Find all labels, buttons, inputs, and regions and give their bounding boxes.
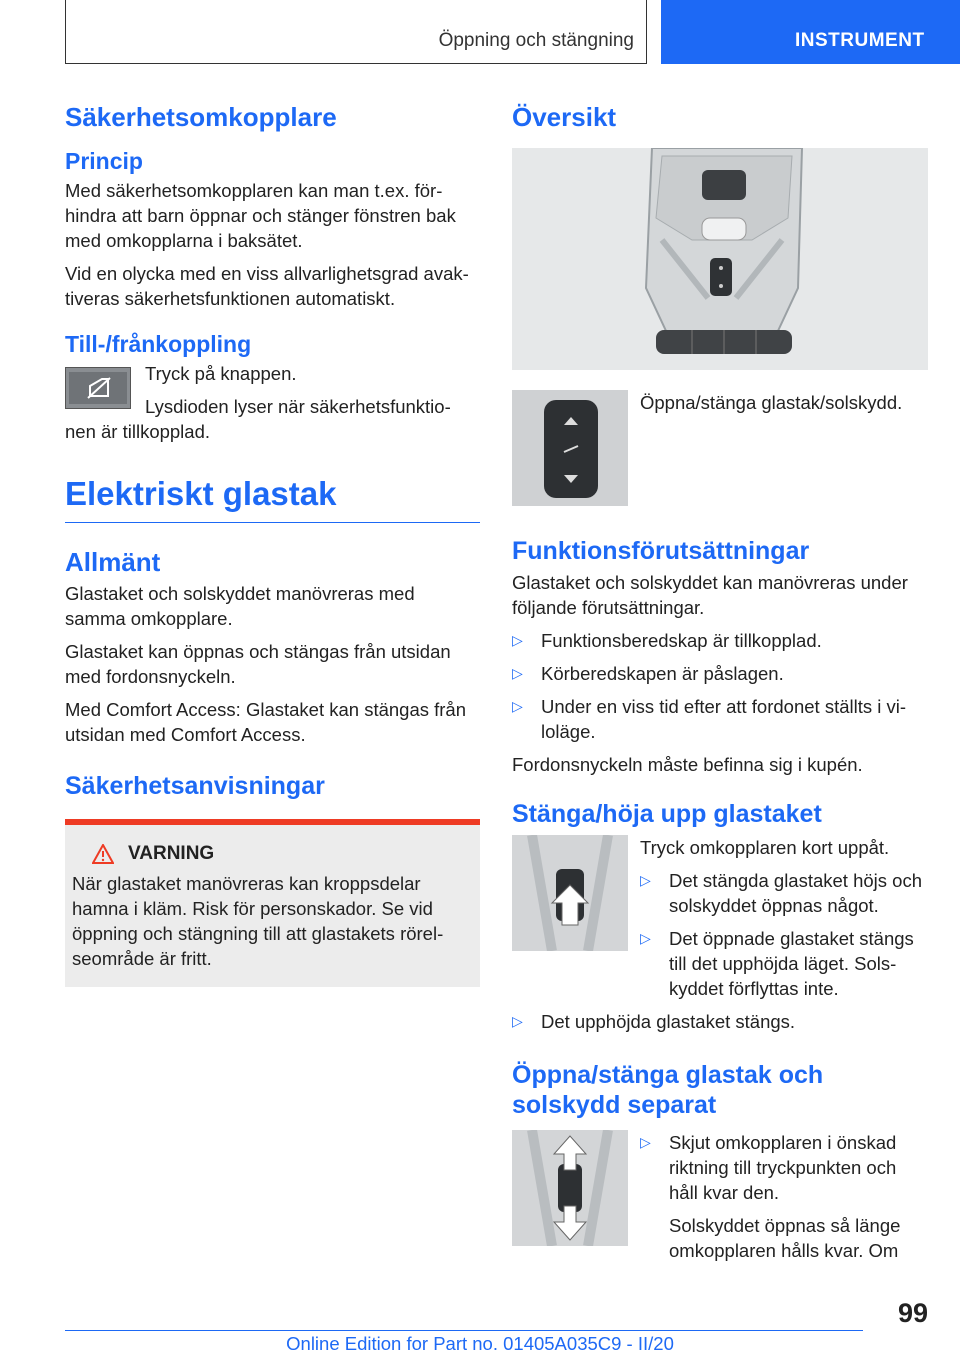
- roof-switch-icon: [512, 390, 628, 506]
- bullet-triangle-icon: ▷: [640, 930, 651, 946]
- heading-glass-roof-block: [65, 472, 480, 523]
- header-section-box: [65, 0, 647, 64]
- principle-text-1: Med säkerhetsomkopplaren kan man t.ex. för-hindra att barn öppnar och stänger fönstren bak med omkopplarna i baksätet.: [65, 180, 456, 251]
- general-text-3: Med Comfort Access: Glastaket kan stängas från utsidan med Comfort Access.: [65, 699, 467, 745]
- close-raise-block: [512, 835, 928, 1009]
- close-raise-text: [640, 835, 928, 1009]
- header-chapter-title: INSTRUMENT: [795, 30, 925, 51]
- onoff-text-1: Tryck på knappen.: [145, 363, 297, 384]
- bullet-triangle-icon: ▷: [640, 1134, 651, 1150]
- window-lock-icon: [66, 368, 130, 408]
- separate-note: Solskyddet öppnas så länge omkopplaren hålls kvar. Om: [669, 1215, 901, 1261]
- requirement-item: ▷ Under en viss tid efter att fordonet ställts i vi-loläge.: [512, 696, 907, 742]
- push-up-arrow-icon: [512, 835, 628, 951]
- overview-caption: Öppna/stänga glastak/solskydd.: [640, 392, 903, 413]
- requirements-note: Fordonsnyckeln måste befinna sig i kupén.: [512, 754, 863, 775]
- overview-image: [512, 148, 928, 370]
- bullet-triangle-icon: ▷: [512, 698, 523, 714]
- separate-text: [640, 1130, 928, 1271]
- heading-close-raise: Stänga/höja upp glastaket: [512, 800, 822, 828]
- bullet-triangle-icon: ▷: [512, 665, 523, 681]
- warning-header: [92, 843, 473, 865]
- heading-onoff: Till-/frånkoppling: [65, 331, 252, 357]
- heading-safety-switch: Säkerhetsomkopplare: [65, 102, 337, 132]
- switch-push-up-image: [512, 835, 628, 951]
- heading-separate: Öppna/stänga glastak och solskydd separat: [512, 1061, 824, 1119]
- page-number: 99: [897, 1298, 928, 1328]
- switch-closeup-image: [512, 390, 628, 506]
- footer-edition: Online Edition for Part no. 01405A035C9 - II/20: [286, 1333, 674, 1354]
- separate-block: [512, 1130, 928, 1271]
- heading-general: Allmänt: [65, 547, 161, 577]
- close-item: ▷ Det upphöjda glastaket stängs.: [512, 1011, 796, 1032]
- footer-divider: [65, 1330, 863, 1331]
- left-column: [65, 100, 480, 987]
- warning-triangle-icon: [92, 844, 114, 864]
- roof-console-illustration: [512, 148, 928, 370]
- right-column: [512, 100, 928, 1271]
- warning-label: VARNING: [128, 843, 215, 864]
- overview-caption-row: [512, 390, 928, 506]
- close-item: ▷ Det stängda glastaket höjs och solskyddet öppnas något.: [640, 870, 922, 916]
- requirement-item: ▷ Funktionsberedskap är tillkopplad.: [512, 630, 822, 651]
- bullet-triangle-icon: ▷: [640, 872, 651, 888]
- onoff-block: [65, 361, 480, 444]
- slide-up-down-arrow-icon: [512, 1130, 628, 1246]
- bullet-triangle-icon: ▷: [512, 1013, 523, 1029]
- requirements-intro: Glastaket och solskyddet kan manövreras under följande förutsättningar.: [512, 572, 908, 618]
- general-text-2: Glastaket kan öppnas och stängas från utsidan med fordonsnyckeln.: [65, 641, 451, 687]
- heading-principle: Princip: [65, 148, 143, 174]
- safety-switch-button-image: [65, 367, 131, 409]
- principle-text-2: Vid en olycka med en viss allvarlighetsgrad avak-tiveras säkerhetsfunktionen automatiskt.: [65, 263, 469, 309]
- header-chapter-tab: [661, 0, 960, 64]
- general-text-1: Glastaket och solskyddet manövreras med samma omkopplare.: [65, 583, 415, 629]
- close-intro: Tryck omkopplaren kort uppåt.: [640, 837, 890, 858]
- heading-requirements: Funktionsförutsättningar: [512, 537, 810, 565]
- header-section-title: Öppning och stängning: [438, 30, 634, 51]
- onoff-text-2: Lysdioden lyser när säkerhetsfunktio-nen är tillkopplad.: [65, 396, 451, 442]
- bullet-triangle-icon: ▷: [512, 632, 523, 648]
- warning-text: När glastaket manövreras kan kroppsdelar hamna i kläm. Risk för personskador. Se vid öppning och stängning till att glastakets rörel-seområde är fritt.: [72, 873, 444, 969]
- requirement-item: ▷ Körberedskapen är påslagen.: [512, 663, 784, 684]
- switch-slide-image: [512, 1130, 628, 1246]
- close-item: ▷ Det öppnade glastaket stängs till det upphöjda läget. Sols-kyddet förflyttas inte.: [640, 928, 914, 999]
- heading-overview: Översikt: [512, 102, 617, 132]
- heading-glass-roof: Elektriskt glastak: [65, 475, 337, 512]
- separate-item: ▷ Skjut omkopplaren i önskad riktning till tryckpunkten och håll kvar den.: [640, 1132, 897, 1203]
- warning-box: [65, 819, 480, 987]
- heading-safety-notes: Säkerhetsanvisningar: [65, 772, 325, 800]
